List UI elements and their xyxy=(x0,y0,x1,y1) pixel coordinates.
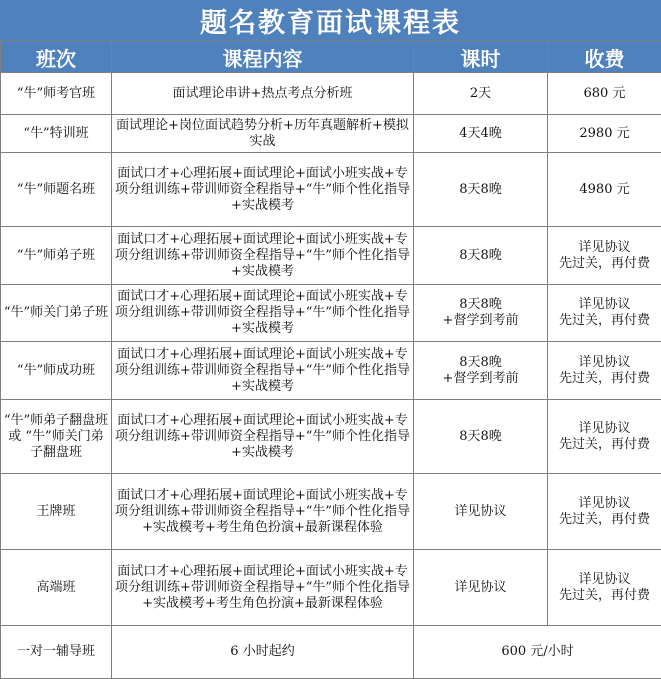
course-content: 面试口才+心理拓展+面试理论+面试小班实战+专项分组训练+带训师资全程指导+“牛”师个性化指导+实战模考+考生角色扮演+最新课程体验 xyxy=(112,474,414,550)
class-name: “牛”师题名班 xyxy=(1,153,112,227)
course-fee: 详见协议 先过关，再付费 xyxy=(548,285,661,342)
class-name: “牛”师关门弟子班 xyxy=(1,285,112,342)
course-content: 面试理论+岗位面试趋势分析+历年真题解析+模拟实战 xyxy=(112,115,414,153)
class-name: “牛”师弟子翻盘班或 “牛”师关门弟子翻盘班 xyxy=(1,400,112,474)
header-fee: 收费 xyxy=(548,42,661,73)
course-fee: 详见协议 先过关，再付费 xyxy=(548,474,661,550)
course-content: 面试理论串讲+热点考点分析班 xyxy=(112,73,414,115)
header-class: 班次 xyxy=(1,42,112,73)
class-name: 王牌班 xyxy=(1,474,112,550)
table-header-row xyxy=(1,42,661,73)
class-name: 一对一辅导班 xyxy=(1,626,112,679)
header-content: 课程内容 xyxy=(112,42,414,73)
class-name: “牛”特训班 xyxy=(1,115,112,153)
course-fee: 600 元/小时 xyxy=(414,626,661,679)
course-hours: 8天8晚 xyxy=(414,153,548,227)
table-row xyxy=(1,342,661,400)
course-content: 面试口才+心理拓展+面试理论+面试小班实战+专项分组训练+带训师资全程指导+“牛”师个性化指导+实战模考+考生角色扮演+最新课程体验 xyxy=(112,550,414,626)
course-fee: 详见协议 先过关，再付费 xyxy=(548,400,661,474)
course-content: 面试口才+心理拓展+面试理论+面试小班实战+专项分组训练+带训师资全程指导+“牛”师个性化指导+实战模考 xyxy=(112,227,414,285)
class-name: “牛”师考官班 xyxy=(1,73,112,115)
course-fee: 4980 元 xyxy=(548,153,661,227)
table-row xyxy=(1,73,661,115)
course-hours: 详见协议 xyxy=(414,474,548,550)
class-name: “牛”师弟子班 xyxy=(1,227,112,285)
course-fee: 详见协议 先过关，再付费 xyxy=(548,342,661,400)
course-content: 面试口才+心理拓展+面试理论+面试小班实战+专项分组训练+带训师资全程指导+“牛”师个性化指导+实战模考 xyxy=(112,342,414,400)
course-fee: 详见协议 先过关，再付费 xyxy=(548,550,661,626)
course-fee: 680 元 xyxy=(548,73,661,115)
header-hours: 课时 xyxy=(414,42,548,73)
table-row xyxy=(1,285,661,342)
course-table xyxy=(0,41,661,679)
page-title: 题名教育面试课程表 xyxy=(0,0,661,41)
table-row xyxy=(1,474,661,550)
table-row xyxy=(1,153,661,227)
course-content: 6 小时起约 xyxy=(112,626,414,679)
course-hours: 8天8晚 xyxy=(414,227,548,285)
course-hours: 详见协议 xyxy=(414,550,548,626)
course-hours: 8天8晚 +督学到考前 xyxy=(414,342,548,400)
table-row xyxy=(1,115,661,153)
table-row xyxy=(1,400,661,474)
course-hours: 8天8晚 xyxy=(414,400,548,474)
course-fee: 2980 元 xyxy=(548,115,661,153)
table-row xyxy=(1,227,661,285)
course-content: 面试口才+心理拓展+面试理论+面试小班实战+专项分组训练+带训师资全程指导+“牛”师个性化指导+实战模考 xyxy=(112,153,414,227)
course-content: 面试口才+心理拓展+面试理论+面试小班实战+专项分组训练+带训师资全程指导+“牛”师个性化指导+实战模考 xyxy=(112,285,414,342)
course-hours: 4天4晚 xyxy=(414,115,548,153)
table-row xyxy=(1,550,661,626)
course-hours: 8天8晚 +督学到考前 xyxy=(414,285,548,342)
class-name: 高端班 xyxy=(1,550,112,626)
course-hours: 2天 xyxy=(414,73,548,115)
course-fee: 详见协议 先过关，再付费 xyxy=(548,227,661,285)
table-row-one-on-one xyxy=(1,626,661,679)
course-content: 面试口才+心理拓展+面试理论+面试小班实战+专项分组训练+带训师资全程指导+“牛”师个性化指导+实战模考 xyxy=(112,400,414,474)
class-name: “牛”师成功班 xyxy=(1,342,112,400)
